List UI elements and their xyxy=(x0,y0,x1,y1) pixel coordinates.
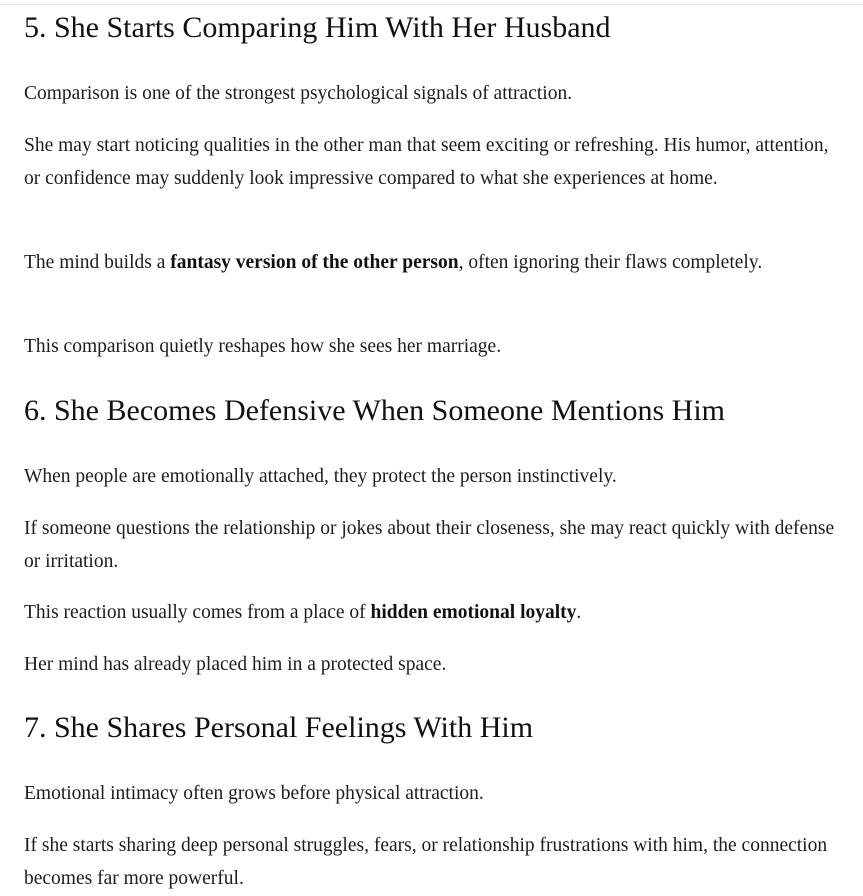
section-7-paragraph-2: If she starts sharing deep personal struggles, fears, or relationship frustrations with him, the connection becomes far more powerful. xyxy=(24,835,828,889)
emphasis-text: hidden emotional loyalty xyxy=(370,602,577,623)
section-5-paragraph-1: Comparison is one of the strongest psychological signals of attraction. xyxy=(24,83,573,104)
section-7-heading: 7. She Shares Personal Feelings With Him xyxy=(24,711,534,744)
section-5-paragraph-4: This comparison quietly reshapes how she sees her marriage. xyxy=(24,336,502,357)
paragraph-text: This reaction usually comes from a place of xyxy=(24,602,371,623)
section-5-heading: 5. She Starts Comparing Him With Her Husband xyxy=(24,11,611,44)
section-6-paragraph-4: Her mind has already placed him in a protected space. xyxy=(24,654,447,675)
paragraph-text: , often ignoring their flaws completely. xyxy=(458,252,763,273)
section-6-heading: 6. She Becomes Defensive When Someone Mentions Him xyxy=(24,394,725,427)
section-5-paragraph-3 xyxy=(24,246,844,279)
top-divider xyxy=(0,4,863,5)
emphasis-text: fantasy version of the other person xyxy=(170,252,459,273)
section-6-paragraph-2: If someone questions the relationship or jokes about their closeness, she may react quickly with defense or irritation. xyxy=(24,518,835,572)
section-7-paragraph-1: Emotional intimacy often grows before physical attraction. xyxy=(24,783,484,804)
paragraph-text: The mind builds a xyxy=(24,252,171,273)
paragraph-text: . xyxy=(576,602,582,623)
section-6-paragraph-1: When people are emotionally attached, they protect the person instinctively. xyxy=(24,466,617,487)
section-6-paragraph-3 xyxy=(24,596,844,629)
section-5-paragraph-2: She may start noticing qualities in the other man that seem exciting or refreshing. His humor, attention, or confidence may suddenly look impressive compared to what she experiences at home. xyxy=(24,135,829,189)
